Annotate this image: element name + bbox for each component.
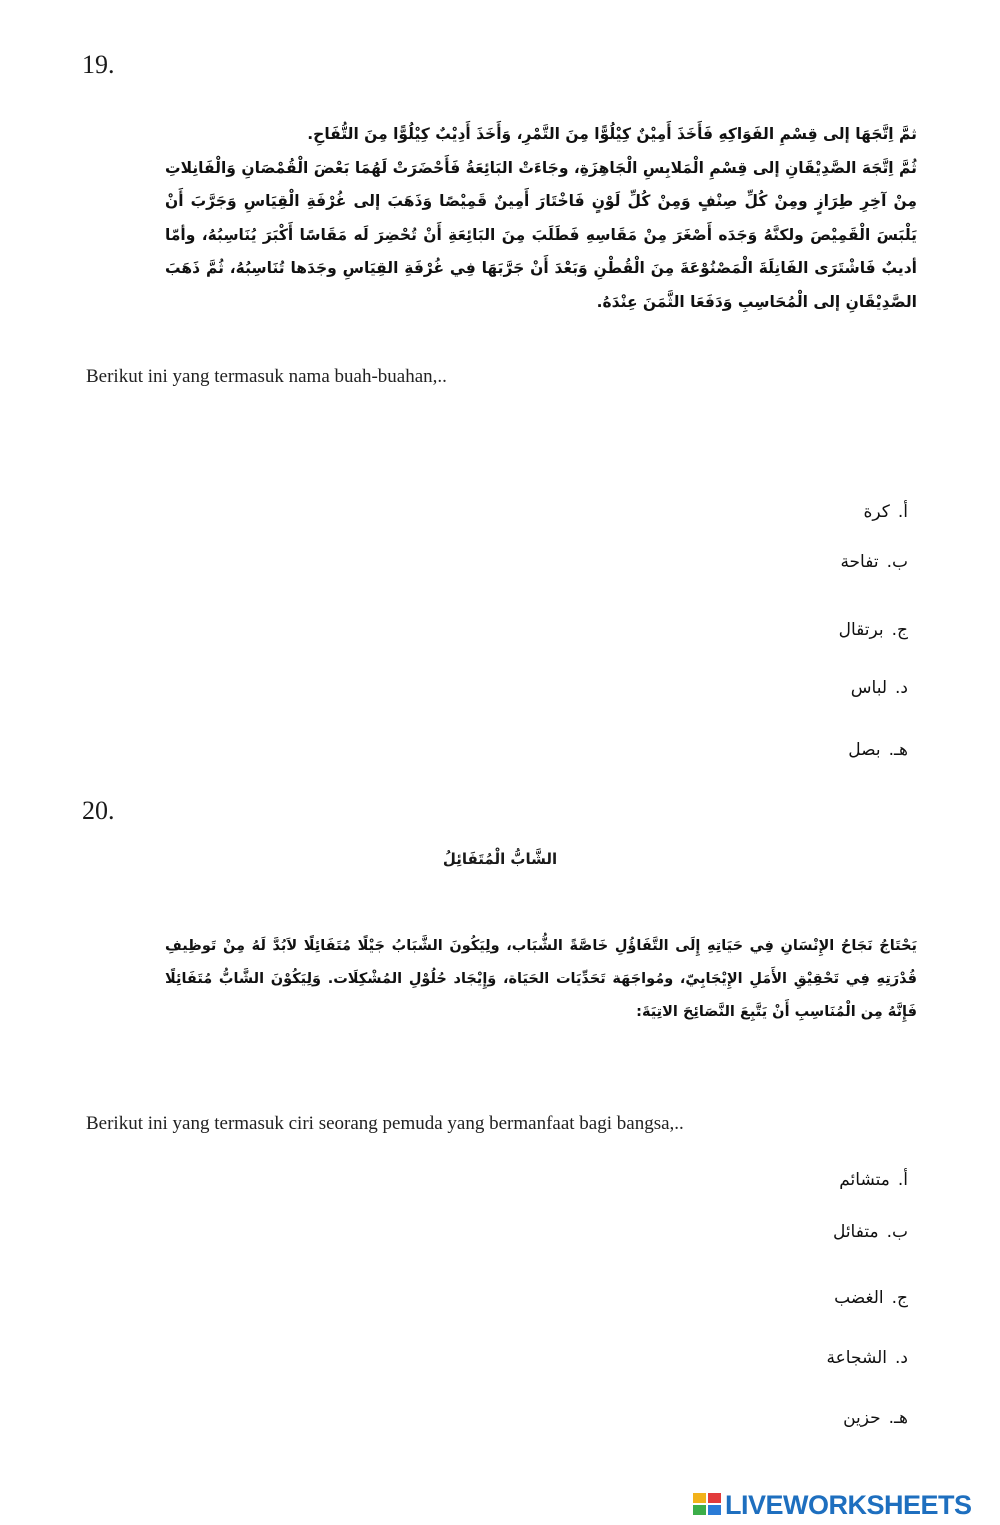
brand-squares-icon <box>693 1493 723 1517</box>
liveworksheets-logo[interactable] <box>693 1490 993 1520</box>
question-prompt: Berikut ini yang termasuk ciri seorang pemuda yang bermanfaat bagi bangsa,.. <box>86 1113 684 1134</box>
option-letter: ج. <box>891 620 908 640</box>
option-item[interactable] <box>839 620 908 640</box>
option-item[interactable] <box>851 678 908 698</box>
option-text: برتقال <box>838 620 884 640</box>
option-item[interactable] <box>840 552 908 572</box>
option-letter: أ. <box>897 502 908 522</box>
option-text: كرة <box>863 502 890 522</box>
question-number: 19. <box>82 50 115 79</box>
option-text: تفاحة <box>840 552 879 572</box>
passage-line: ثمَّ اِتَّجَهَا إلى قِسْمِ الفَوَاكِهِ فَأَخَذَ أَمِيْنٌ كِيْلُوًّا مِنَ التَّمْرِ، وَأَخَذَ أَدِيْبٌ كِيْلُوًّا مِنَ التُّفَاحِ. <box>307 125 917 143</box>
passage-title: الشَّابُّ الْمُتَفَائِلُ <box>442 850 558 868</box>
option-letter: أ. <box>897 1170 908 1190</box>
option-text: حزين <box>843 1408 881 1428</box>
option-letter: د. <box>895 678 908 698</box>
option-letter: هـ. <box>888 1408 908 1428</box>
option-text: بصل <box>848 740 881 760</box>
option-item[interactable] <box>848 740 908 760</box>
option-letter: د. <box>895 1348 908 1368</box>
option-text: لباس <box>850 678 888 698</box>
brand-name: LIVEWORKSHEETS <box>725 1490 972 1520</box>
passage-line: ثُمَّ اِتَّجَهَ الصَّدِيْقَانِ إلى قِسْمِ الْمَلابِسِ الْجَاهِزَةِ، وجَاءَتْ البَائِعَةُ فَأَحْضَرَتْ لَهُمَا بَعْضَ الْقُمْصَانِ وَالْفَانِلاتِ مِنْ آخِرِ طِرَازٍ ومِنْ كُلِّ صِنْفٍ وَمِنْ كُلِّ لَوْنٍ فَاخْتَارَ أَمِينٌ قَمِيْصًا وَذَهَبَ إلى غُرْفَةِ الْقِيَاسِ وَجَرَّبَ أَنْ يَلْبَسَ الْقَمِيْصَ ولكنَّهُ وَجَدَه أَصْغَرَ مِنْ مَقَاسِهِ فَطَلَبَ مِنَ البَائِعَةِ أَنْ تُحْضِرَ لَه مَقَاسًا أَكْبَرَ يُنَاسِبُهُ، وأمّا أديبٌ فَاشْتَرَى الفَانِلَةَ الْمَصْنُوْعَةَ مِنَ الْقُطْنِ وَبَعْدَ أَنْ جَرَّبَهَا فِي غُرْفَةِ القِيَاسِ وجَدَها تُنَاسِبُهُ، ثُمَّ ذَهَبَ الصَّدِيْقَانِ إلى الْمُحَاسِبِ وَدَفَعَا الثَّمَنَ عِنْدَهُ. <box>165 158 917 311</box>
reading-passage <box>165 118 917 319</box>
option-text: متفائل <box>832 1222 879 1242</box>
option-item[interactable] <box>834 1288 908 1308</box>
option-text: الغضب <box>834 1288 884 1308</box>
option-letter: ب. <box>886 552 908 572</box>
passage-line: يَحْتَاجُ نَجَاحُ الإِنْسَانِ فِي حَيَاتِهِ إِلَى التَّفَاؤُلِ خَاصَّةً الشُّبَاب، ولِيَكُونَ الشَّبَابُ جَيْلًا مُتَفَائِلًا لاَبُدَّ لَهُ مِنْ تَوظِيفِ قُدْرَتِهِ فِي تَحْقِيْقِ الأَمَلِ الإِيْجَابِيّ، ومُواجَهَة تَحَدِّيَات الحَيَاة، وَإِيْجَاد حُلُوْلِ المُشْكِلَات. وَلِيَكُوْنَ الشَّابُّ مُتَفَائِلًا فَإِنَّهُ مِن الْمُنَاسِبِ أَنْ يَتَّبِعَ النَّصَائِحَ الاتِيَةَ: <box>165 938 917 1020</box>
option-text: الشجاعة <box>826 1348 888 1368</box>
option-letter: ب. <box>886 1222 908 1242</box>
option-item[interactable] <box>863 502 908 522</box>
option-item[interactable] <box>843 1408 908 1428</box>
reading-passage <box>165 930 917 1029</box>
option-text: متشائم <box>839 1170 890 1190</box>
question-number: 20. <box>82 796 115 825</box>
option-item[interactable] <box>833 1222 908 1242</box>
option-letter: ج. <box>891 1288 908 1308</box>
option-item[interactable] <box>839 1170 908 1190</box>
question-prompt: Berikut ini yang termasuk nama buah-buahan,.. <box>86 366 447 387</box>
option-item[interactable] <box>827 1348 908 1368</box>
option-letter: هـ. <box>888 740 908 760</box>
